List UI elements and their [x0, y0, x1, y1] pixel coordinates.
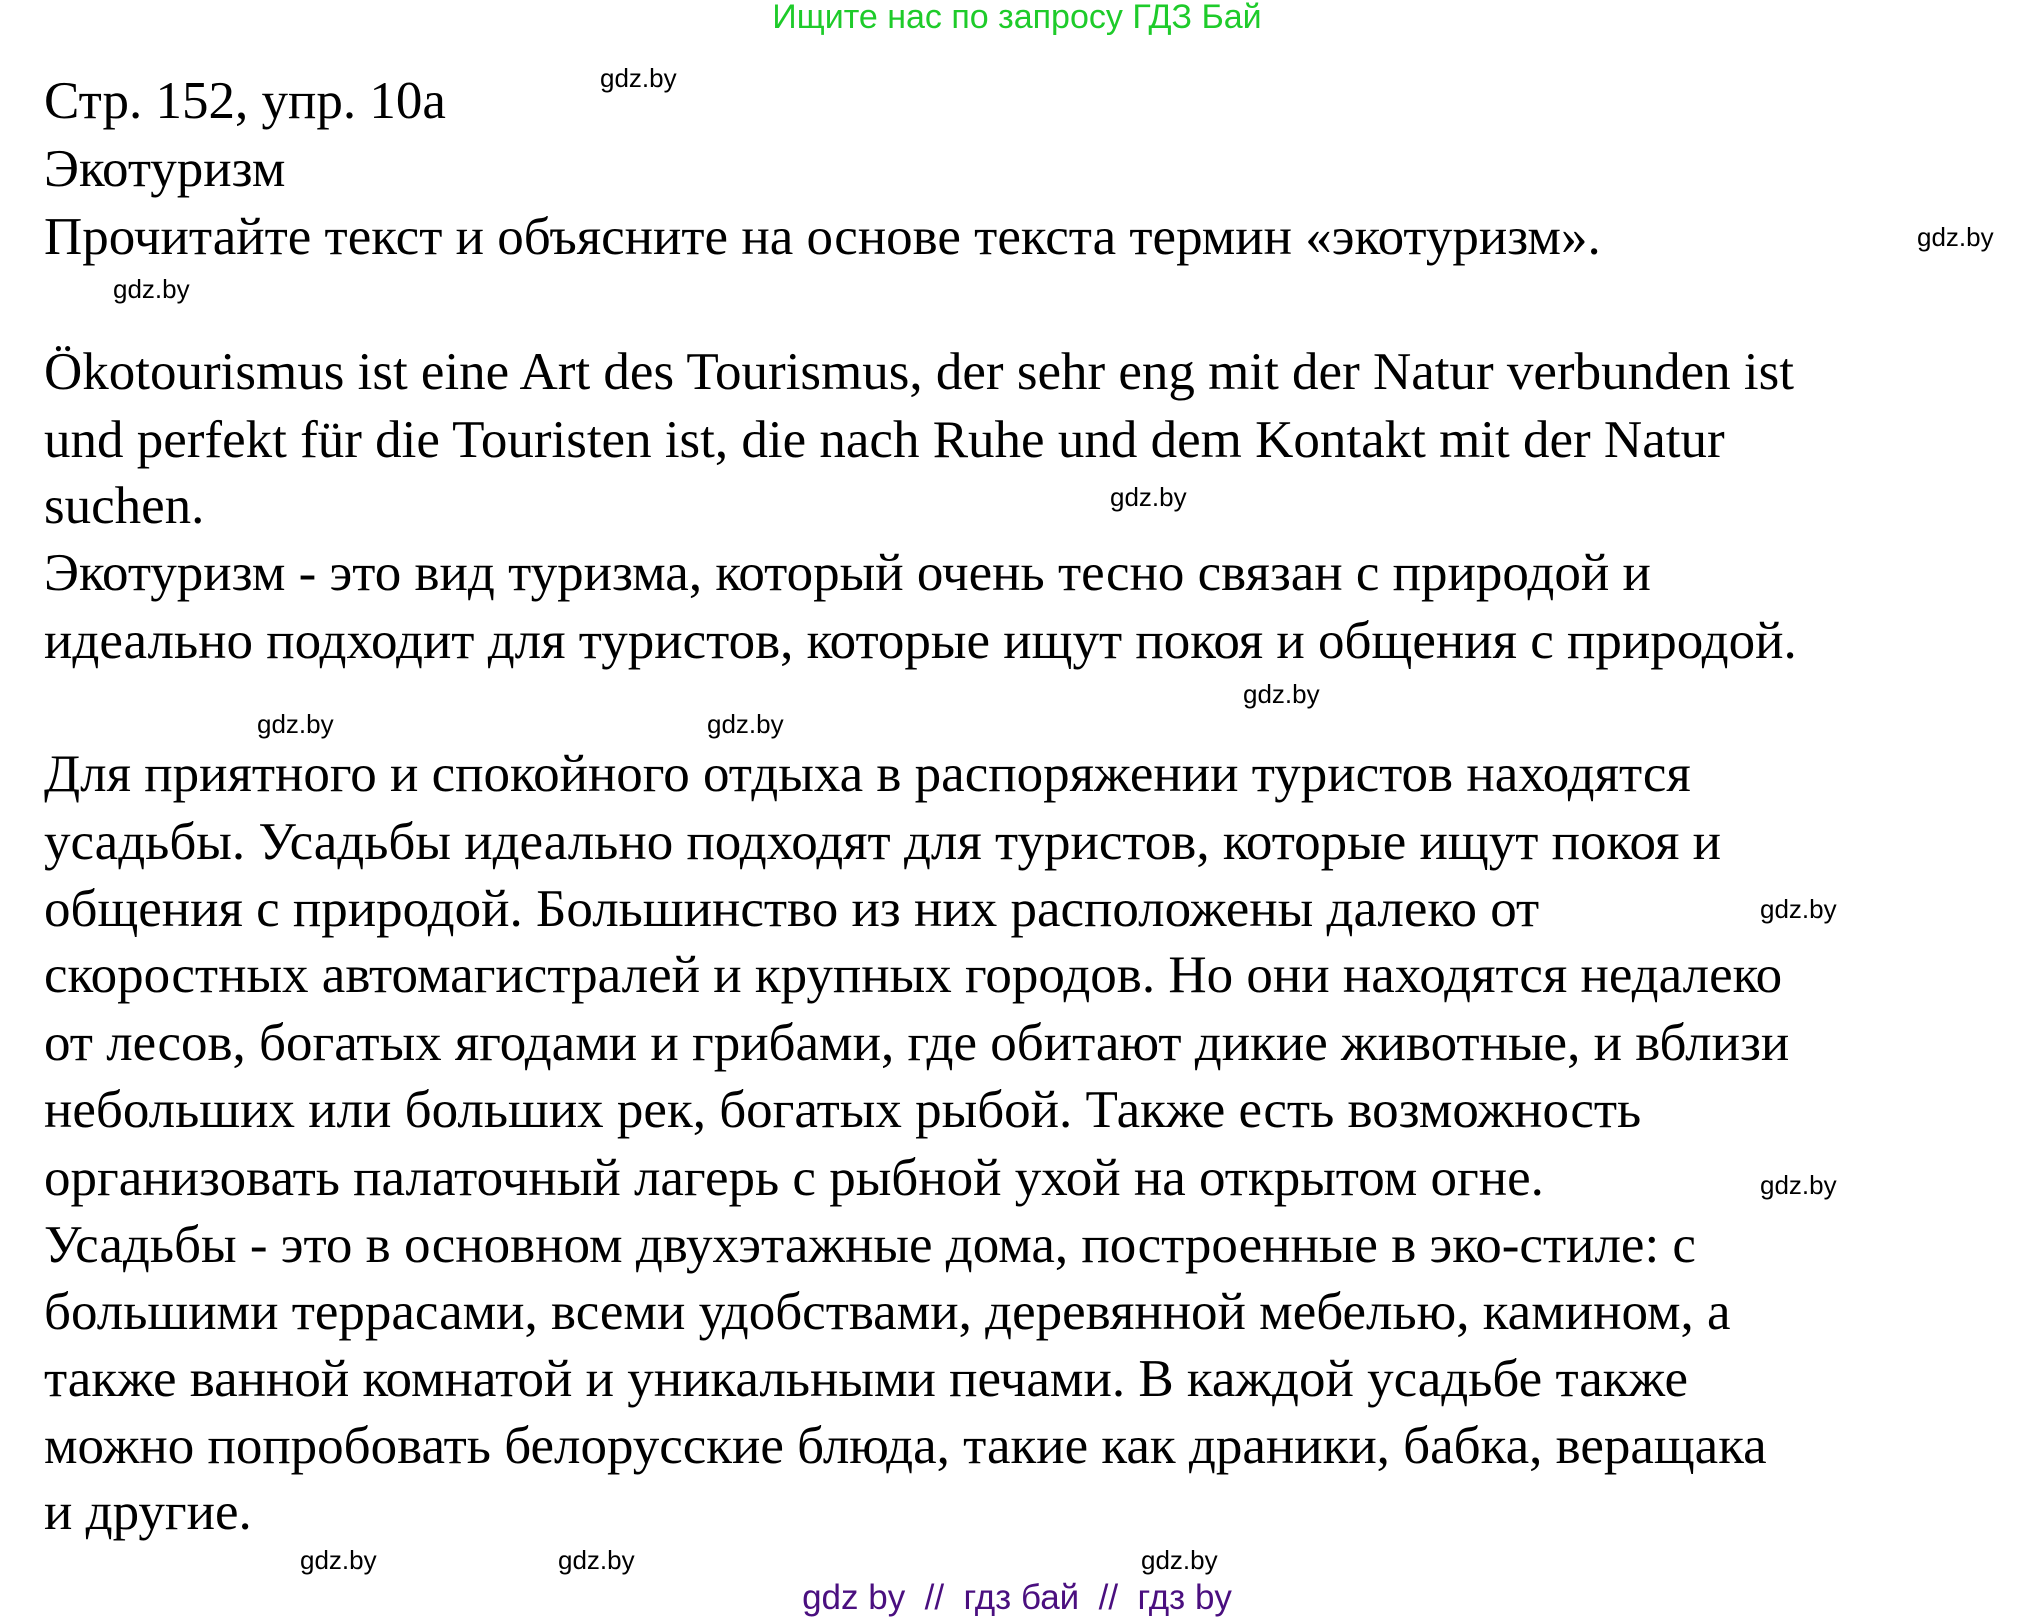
exercise-reference: Стр. 152, упр. 10а	[44, 72, 446, 130]
text-line: от лесов, богатых ягодами и грибами, где обитают дикие животные, и вблизи	[44, 1014, 1790, 1072]
watermark: gdz.by	[558, 1545, 635, 1575]
watermark: gdz.by	[1760, 894, 1837, 924]
watermark: gdz.by	[1141, 1545, 1218, 1575]
text-line: Усадьбы - это в основном двухэтажные дома, построенные в эко-стиле: с	[44, 1216, 1696, 1274]
text-line: Для приятного и спокойного отдыха в распоряжении туристов находятся	[44, 745, 1691, 803]
text-line: организовать палаточный лагерь с рыбной ухой на открытом огне.	[44, 1149, 1544, 1207]
text-line: усадьбы. Усадьбы идеально подходят для туристов, которые ищут покоя и	[44, 813, 1722, 871]
exercise-title: Экотуризм	[44, 140, 286, 198]
exercise-task: Прочитайте текст и объясните на основе текста термин «экотуризм».	[44, 208, 1601, 266]
search-hint-banner: Ищите нас по запросу ГДЗ Бай	[772, 0, 1262, 36]
text-line: Ökotourismus ist eine Art des Tourismus, der sehr eng mit der Natur verbunden ist	[44, 343, 1794, 401]
text-line: und perfekt für die Touristen ist, die nach Ruhe und dem Kontakt mit der Natur	[44, 411, 1725, 469]
text-line: и другие.	[44, 1483, 252, 1541]
text-line: скоростных автомагистралей и крупных городов. Но они находятся недалеко	[44, 946, 1783, 1004]
watermark: gdz.by	[257, 709, 334, 739]
text-line: suchen.	[44, 477, 205, 535]
watermark: gdz.by	[707, 709, 784, 739]
text-line: Экотуризм - это вид туризма, который очень тесно связан с природой и	[44, 544, 1651, 602]
text-line: общения с природой. Большинство из них расположены далеко от	[44, 880, 1540, 938]
text-line: также ванной комнатой и уникальными печами. В каждой усадьбе также	[44, 1350, 1688, 1408]
watermark: gdz.by	[300, 1545, 377, 1575]
watermark: gdz.by	[113, 274, 190, 304]
text-line: небольших или больших рек, богатых рыбой. Также есть возможность	[44, 1081, 1642, 1139]
watermark: gdz.by	[1760, 1170, 1837, 1200]
watermark: gdz.by	[1917, 222, 1994, 252]
text-line: большими террасами, всеми удобствами, деревянной мебелью, камином, а	[44, 1283, 1731, 1341]
watermark: gdz.by	[1110, 482, 1187, 512]
watermark: gdz.by	[1243, 679, 1320, 709]
text-line: можно попробовать белорусские блюда, такие как драники, бабка, веращака	[44, 1417, 1767, 1475]
text-line: идеально подходит для туристов, которые ищут покоя и общения с природой.	[44, 612, 1797, 670]
footer-banner: gdz by // гдз бай // гдз by	[802, 1578, 1232, 1617]
watermark: gdz.by	[600, 63, 677, 93]
